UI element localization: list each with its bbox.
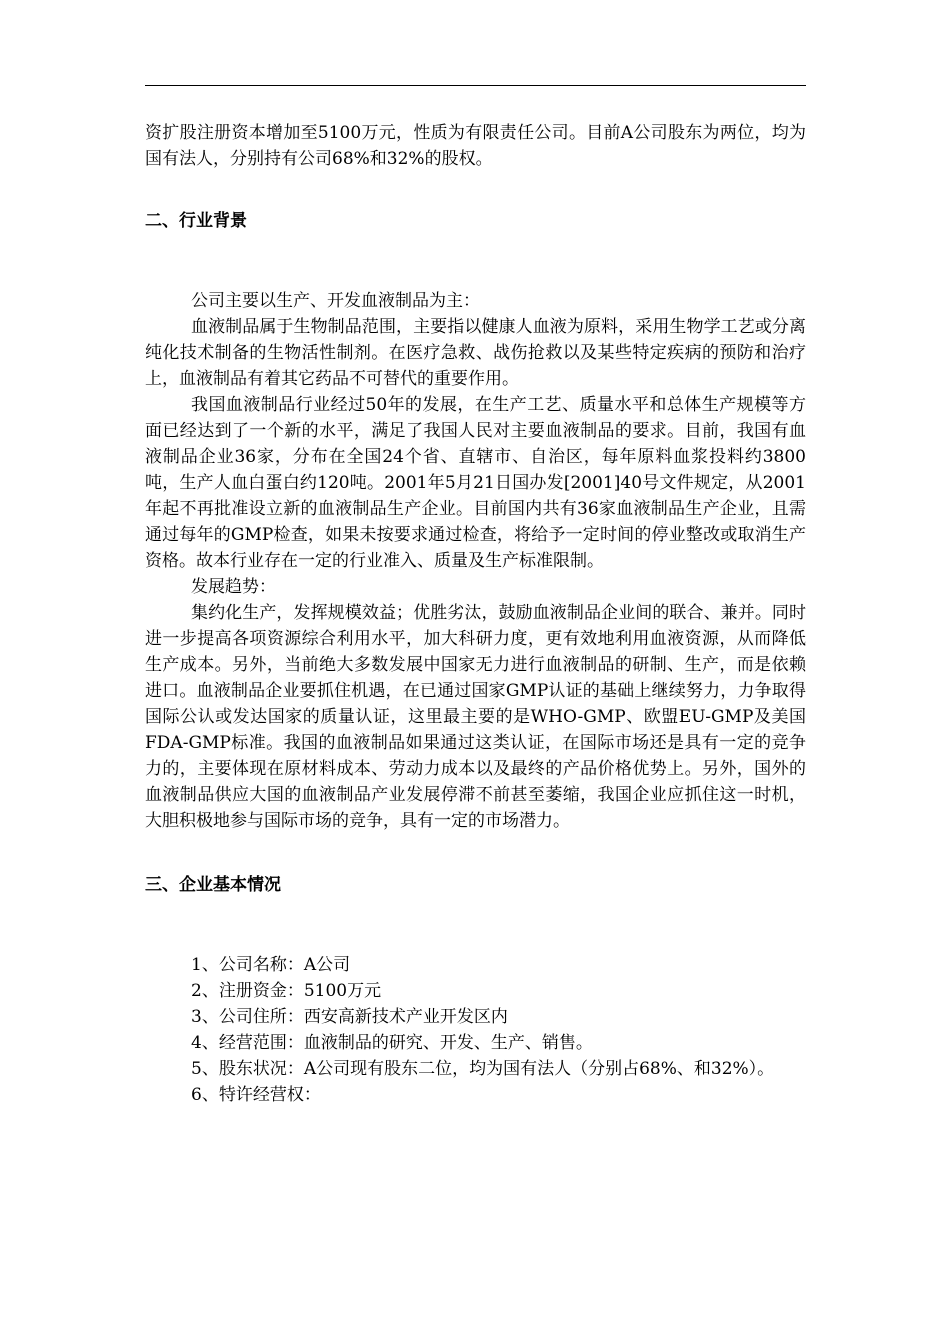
- list-item: 4、经营范围：血液制品的研究、开发、生产、销售。: [191, 1033, 593, 1053]
- list-item: 5、股东状况：A公司现有股东二位，均为国有法人（分别占68%、和32%）。: [191, 1059, 775, 1079]
- list-item: 1、公司名称：A公司: [191, 955, 351, 975]
- paragraph: 公司主要以生产、开发血液制品为主：: [191, 291, 480, 311]
- spacer: [145, 234, 806, 288]
- spacer: [145, 834, 806, 872]
- paragraph: 我国血液制品行业经过50年的发展，在生产工艺、质量水平和总体生产规模等方面已经达到了一个新的水平，满足了我国人民对主要血液制品的要求。目前，我国有血液制品企业36家，分布在全国24个省、直辖市、自治区，每年原料血浆投料约3800吨，生产人血白蛋白约120吨。2001年5月21日国办发[2001]40号文件规定，从2001年起不再批准设立新的血液制品生产企业。目前国内共有36家血液制品生产企业，且需通过每年的GMP检查，如果未按要求通过检查，将给予一定时间的停业整改或取消生产资格。故本行业存在一定的行业准入、质量及生产标准限制。: [145, 395, 806, 571]
- paragraph: 血液制品属于生物制品范围，主要指以健康人血液为原料，采用生物学工艺或分离纯化技术制备的生物活性制剂。在医疗急救、战伤抢救以及某些特定疾病的预防和治疗上，血液制品有着其它药品不可替代的重要作用。: [145, 317, 806, 389]
- section-heading-industry: 二、行业背景: [145, 211, 247, 231]
- paragraph: 集约化生产，发挥规模效益；优胜劣汰，鼓励血液制品企业间的联合、兼并。同时进一步提高各项资源综合利用水平，加大科研力度，更有效地利用血液资源，从而降低生产成本。另外，当前绝大多数发展中国家无力进行血液制品的研制、生产，而是依赖进口。血液制品企业要抓住机遇，在已通过国家GMP认证的基础上继续努力，力争取得国际公认或发达国家的质量认证，这里最主要的是WHO-GMP、欧盟EU-GMP及美国FDA-GMP标准。我国的血液制品如果通过这类认证，在国际市场还是具有一定的竞争力的，主要体现在原材料成本、劳动力成本以及最终的产品价格优势上。另外，国外的血液制品供应大国的血液制品产业发展停滞不前甚至萎缩，我国企业应抓住这一时机，大胆积极地参与国际市场的竞争，具有一定的市场潜力。: [145, 603, 806, 831]
- paragraph: 发展趋势：: [191, 577, 276, 597]
- list-item: 3、公司住所：西安高新技术产业开发区内: [191, 1007, 508, 1027]
- spacer: [145, 898, 806, 952]
- header-rule: [145, 85, 806, 86]
- section-heading-company: 三、企业基本情况: [145, 875, 281, 895]
- list-item: 6、特许经营权：: [191, 1085, 321, 1105]
- spacer: [145, 172, 806, 208]
- document-body: [145, 120, 806, 1108]
- intro-paragraph: 资扩股注册资本增加至5100万元，性质为有限责任公司。目前A公司股东为两位，均为国有法人，分别持有公司68%和32%的股权。: [145, 123, 806, 169]
- list-item: 2、注册资金：5100万元: [191, 981, 382, 1001]
